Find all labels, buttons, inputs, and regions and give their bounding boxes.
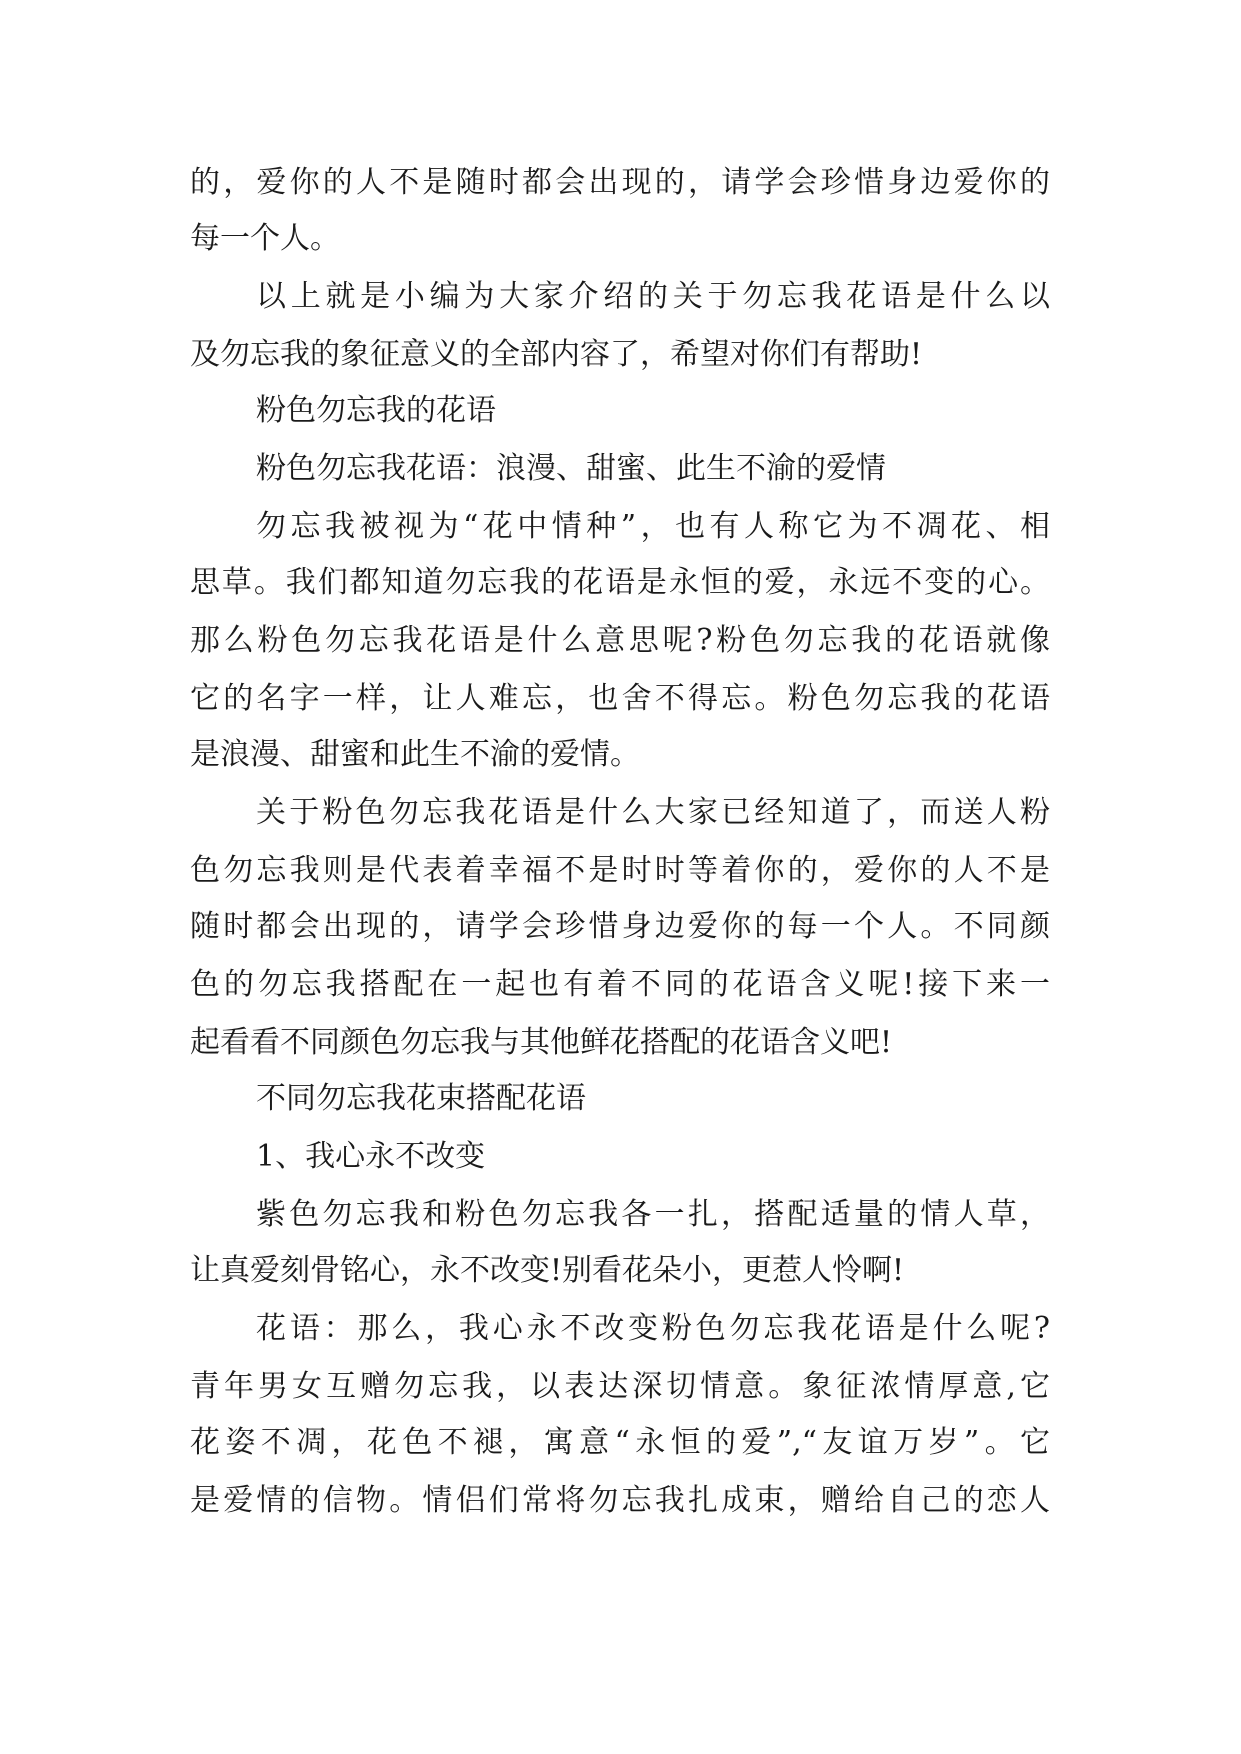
text-line-4: 及勿忘我的象征意义的全部内容了，希望对你们有帮助! — [190, 337, 923, 372]
section-heading-bouquet-combinations: 不同勿忘我花束搭配花语 — [256, 1081, 586, 1116]
text-line-10: 它的名字一样，让人难忘，也舍不得忘。粉色勿忘我的花语 — [190, 681, 1050, 716]
text-line-22: 青年男女互赠勿忘我，以表达深切情意。象征浓情厚意,它 — [190, 1369, 1050, 1404]
text-line-21: 花语：那么，我心永不改变粉色勿忘我花语是什么呢? — [256, 1311, 1050, 1346]
text-line-11: 是浪漫、甜蜜和此生不渝的爱情。 — [190, 737, 640, 772]
text-line-15: 色的勿忘我搭配在一起也有着不同的花语含义呢!接下来一 — [190, 967, 1050, 1002]
text-line-13: 色勿忘我则是代表着幸福不是时时等着你的，爱你的人不是 — [190, 853, 1050, 888]
text-line-12: 关于粉色勿忘我花语是什么大家已经知道了，而送人粉 — [256, 795, 1050, 830]
text-line-16: 起看看不同颜色勿忘我与其他鲜花搭配的花语含义吧! — [190, 1025, 893, 1060]
text-line-9: 那么粉色勿忘我花语是什么意思呢?粉色勿忘我的花语就像 — [190, 623, 1050, 658]
text-line-6: 粉色勿忘我花语：浪漫、甜蜜、此生不渝的爱情 — [256, 451, 886, 486]
text-line-20: 让真爱刻骨铭心，永不改变!别看花朵小，更惹人怜啊! — [190, 1253, 905, 1288]
text-line-3: 以上就是小编为大家介绍的关于勿忘我花语是什么以 — [256, 279, 1050, 314]
text-line-1: 的，爱你的人不是随时都会出现的，请学会珍惜身边爱你的 — [190, 165, 1050, 200]
text-line-7: 勿忘我被视为“花中情种”，也有人称它为不凋花、相 — [256, 509, 1050, 544]
text-line-2: 每一个人。 — [190, 221, 340, 256]
subheading-item-1: 1、我心永不改变 — [256, 1139, 486, 1174]
section-heading-pink-flower-language: 粉色勿忘我的花语 — [256, 393, 496, 428]
text-line-23: 花姿不凋，花色不褪，寓意“永恒的爱”,“友谊万岁”。它 — [190, 1425, 1050, 1460]
text-line-19: 紫色勿忘我和粉色勿忘我各一扎，搭配适量的情人草， — [256, 1197, 1050, 1232]
text-line-8: 思草。我们都知道勿忘我的花语是永恒的爱，永远不变的心。 — [190, 565, 1050, 600]
text-line-24: 是爱情的信物。情侣们常将勿忘我扎成束，赠给自己的恋人 — [190, 1483, 1050, 1518]
text-line-14: 随时都会出现的，请学会珍惜身边爱你的每一个人。不同颜 — [190, 909, 1050, 944]
